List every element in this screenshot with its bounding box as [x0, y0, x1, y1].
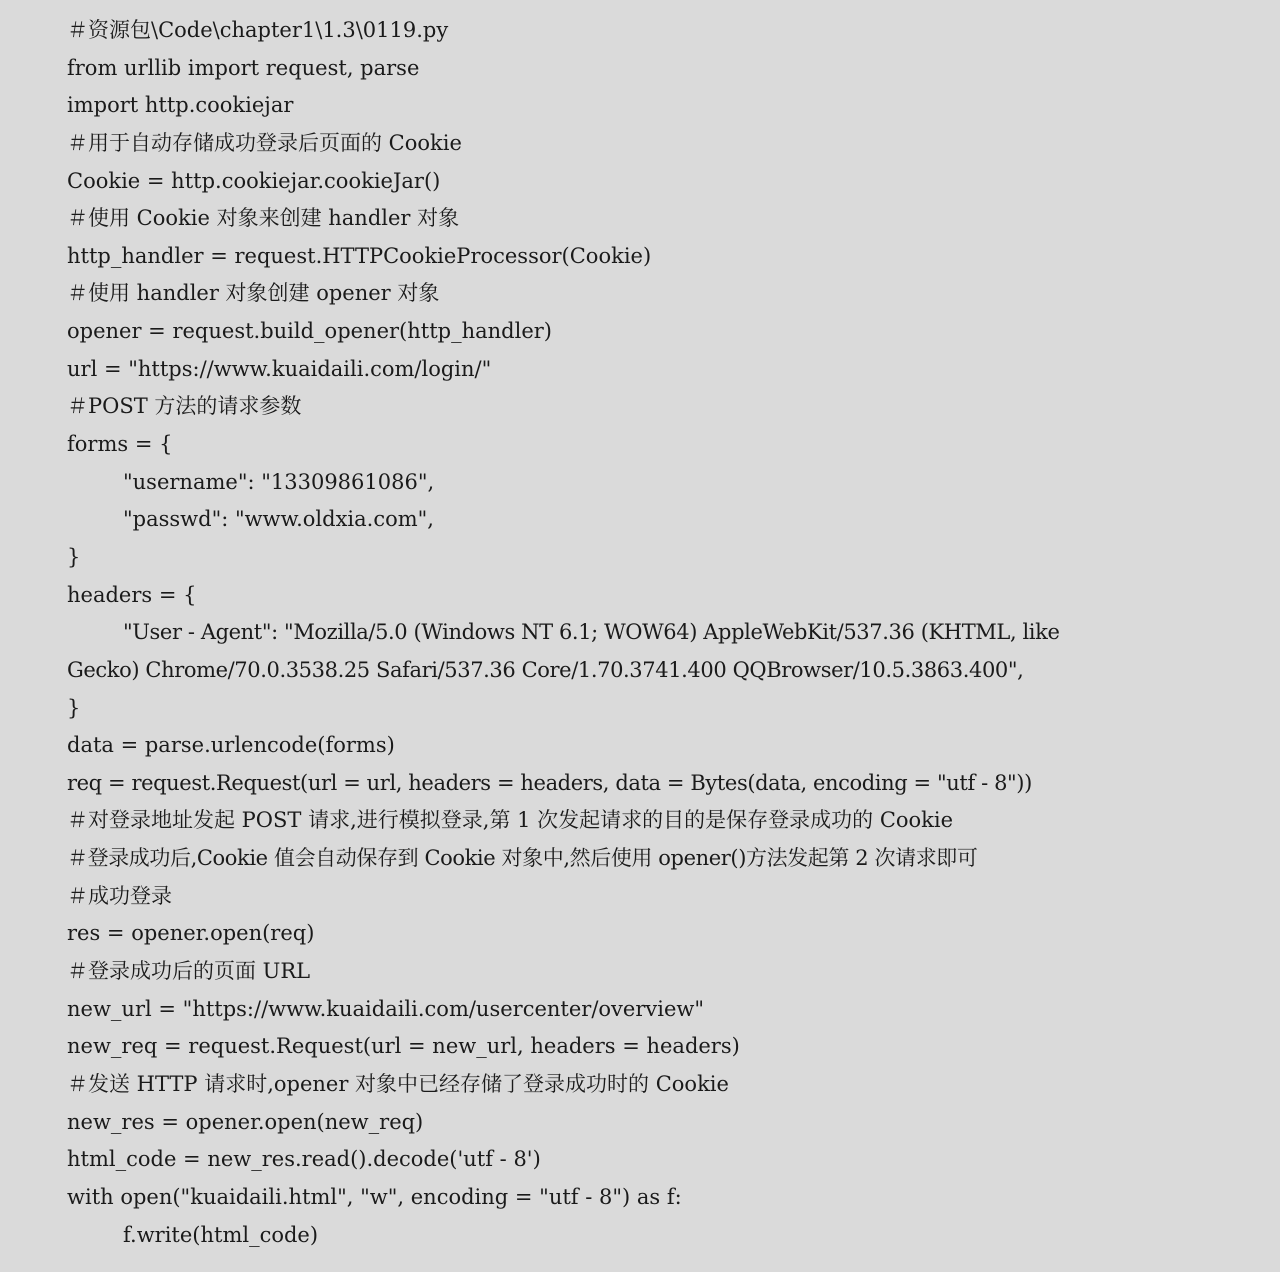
code-line-comment: ＃发送 HTTP 请求时,opener 对象中已经存储了登录成功时的 Cookie — [67, 1071, 729, 1096]
code-line: Cookie = http.cookiejar.cookieJar() — [67, 168, 441, 193]
code-line: opener = request.build_opener(http_handler) — [67, 319, 552, 344]
code-line: new_res = opener.open(new_req) — [67, 1109, 424, 1134]
code-line: req = request.Request(url = url, headers = headers, data = Bytes(data, encoding = "utf - 8")) — [67, 770, 1032, 795]
code-line: Gecko) Chrome/70.0.3538.25 Safari/537.36 Core/1.70.3741.400 QQBrowser/10.5.3863.400", — [67, 657, 1024, 682]
code-line-comment: ＃用于自动存储成功登录后页面的 Cookie — [67, 130, 462, 155]
code-line-comment: ＃对登录地址发起 POST 请求,进行模拟登录,第 1 次发起请求的目的是保存登录成功的 Cookie — [67, 808, 954, 833]
code-line: res = opener.open(req) — [67, 921, 315, 946]
code-line: url = "https://www.kuaidaili.com/login/" — [67, 356, 492, 381]
code-line: new_url = "https://www.kuaidaili.com/usercenter/overview" — [67, 996, 705, 1021]
code-line: } — [67, 544, 81, 569]
code-line-indented: f.write(html_code) — [123, 1222, 319, 1247]
code-line-comment: ＃登录成功后,Cookie 值会自动保存到 Cookie 对象中,然后使用 opener()方法发起第 2 次请求即可 — [67, 846, 978, 871]
code-line: import http.cookiejar — [67, 93, 294, 118]
code-line-comment: ＃成功登录 — [67, 883, 172, 908]
code-line-comment: ＃POST 方法的请求参数 — [67, 394, 302, 419]
code-line-indented: "username": "13309861086", — [123, 469, 435, 494]
code-listing — [0, 12, 1280, 1254]
code-line: from urllib import request, parse — [67, 55, 420, 80]
code-line: http_handler = request.HTTPCookieProcessor(Cookie) — [67, 243, 652, 268]
code-line-comment: ＃登录成功后的页面 URL — [67, 959, 311, 984]
code-line: headers = { — [67, 582, 197, 607]
code-line: new_req = request.Request(url = new_url, headers = headers) — [67, 1034, 740, 1059]
code-line: } — [67, 695, 81, 720]
code-line: html_code = new_res.read().decode('utf - 8') — [67, 1147, 541, 1172]
code-line: with open("kuaidaili.html", "w", encoding = "utf - 8") as f: — [67, 1184, 682, 1209]
code-line: data = parse.urlencode(forms) — [67, 733, 395, 758]
code-line-comment: ＃使用 handler 对象创建 opener 对象 — [67, 281, 440, 306]
code-line: forms = { — [67, 432, 173, 457]
code-line-indented: "passwd": "www.oldxia.com", — [123, 507, 434, 532]
code-line-comment: ＃使用 Cookie 对象来创建 handler 对象 — [67, 206, 460, 231]
code-line-indented: "User - Agent": "Mozilla/5.0 (Windows NT 6.1; WOW64) AppleWebKit/537.36 (KHTML, like — [123, 620, 1060, 645]
code-line-comment: ＃资源包\Code\chapter1\1.3\0119.py — [67, 18, 449, 42]
